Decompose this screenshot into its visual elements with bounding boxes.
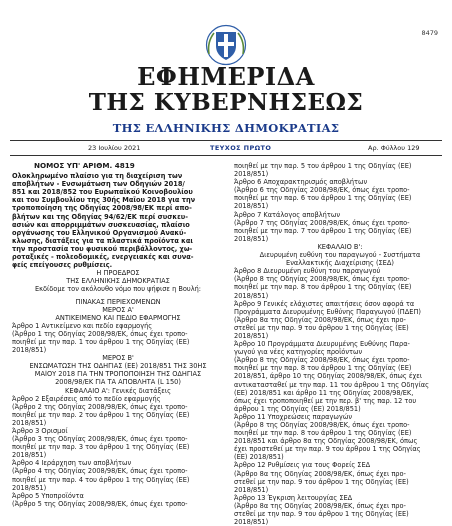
toc-entry: Άρθρο 4 Ιεράρχηση των αποβλήτων [12, 459, 132, 468]
toc-entry: Άρθρο 5 Υποπροϊόντα [12, 491, 84, 500]
toc-entry: ποιηθεί με την παρ. 8 του άρθρου 1 της Οδηγίας (ΕΕ) [234, 364, 412, 373]
toc-entry: (ΕΕ) 2018/851) [234, 453, 284, 462]
toc-entry: (Άρθρο 8α της Οδηγίας 2008/98/ΕΚ, όπως έχει προ- [234, 469, 406, 478]
toc-entry: Άρθρο 12 Ρυθμίσεις για τους Φορείς ΣΕΔ [234, 461, 371, 470]
gazette-subtitle: ΤΗΣ ΕΛΛΗΝΙΚΗΣ ΔΗΜΟΚΡΑΤΙΑΣ [112, 121, 340, 135]
issue-bar-top-rule [10, 140, 442, 141]
toc-entry: Άρθρο 2 Εξαιρέσεις από το πεδίο εφαρμογής [12, 394, 161, 403]
gazette-title-line2: ΤΗΣ ΚΥΒΕΡΝΗΣΕΩΣ [88, 89, 364, 116]
toc-entry: 2018/851) [234, 170, 269, 179]
law-title-line: ασιών και απορριμμάτων συσκευασίας, πλαίσιο [12, 220, 190, 229]
toc-entry: ποιηθεί με την παρ. 5 του άρθρου 1 της Οδηγίας (ΕΕ) [234, 162, 412, 170]
toc-entry: (Άρθρο 4 της Οδηγίας 2008/98/ΕΚ, όπως έχει τροπο- [12, 467, 188, 476]
toc-chapter: ΚΕΦΑΛΑΙΟ Α': Γενικές διατάξεις [65, 386, 171, 395]
president-heading-line2: ΤΗΣ ΕΛΛΗΝΙΚΗΣ ΔΗΜΟΚΡΑΤΙΑΣ [66, 277, 170, 286]
gazette-title: ΕΦΗΜΕΡΙΔΑ [137, 62, 315, 91]
toc-entry: 2018/851) [12, 346, 47, 355]
toc-entry: αντικατασταθεί με την παρ. 11 του άρθρου 1 της Οδηγίας [234, 380, 429, 389]
toc-entry: 2018/851) [234, 234, 269, 243]
toc-entry: 2018/851) [12, 483, 47, 492]
toc-entry: Άρθρο 10 Προγράμματα Διευρυμένης Ευθύνης Παρα- [234, 340, 410, 349]
toc-entry: (Άρθρο 8 της Οδηγίας 2008/98/ΕΚ, όπως έχει τροπο- [234, 275, 410, 284]
law-title-line: και του Συμβουλίου της 30ής Μαΐου 2018 για την [12, 196, 196, 205]
toc-entry: στεθεί με την παρ. 9 του άρθρου 1 της Οδηγίας (ΕΕ) [234, 323, 409, 332]
president-heading: Η ΠΡΟΕΔΡΟΣ [96, 269, 140, 278]
toc-entry: στεθεί με την παρ. 9 του άρθρου 1 της Οδηγίας (ΕΕ) [234, 477, 409, 486]
toc-entry: Άρθρο 6 Αποχαρακτηρισμός αποβλήτων [234, 178, 368, 187]
toc-entry: ποιηθεί με την παρ. 8 του άρθρου 1 της Οδηγίας (ΕΕ) [234, 283, 412, 292]
toc-part: ΜΕΡΟΣ Α' [102, 305, 134, 314]
toc-entry: 2018/851) [234, 202, 269, 211]
toc-entry: (Άρθρο 7 της Οδηγίας 2008/98/ΕΚ, όπως έχει τροπο- [234, 218, 410, 227]
toc-entry: στεθεί με την παρ. 9 του άρθρου 1 της Οδηγίας (ΕΕ) [234, 510, 409, 519]
page-number: 8479 [421, 29, 438, 37]
toc-heading: ΠΙΝΑΚΑΣ ΠΕΡΙΕΧΟΜΕΝΩΝ [75, 297, 161, 306]
toc-entry: άρθρου 1 της Οδηγίας (ΕΕ) 2018/851) [234, 404, 361, 413]
toc-part-title: ΑΝΤΙΚΕΙΜΕΝΟ ΚΑΙ ΠΕΔΙΟ ΕΦΑΡΜΟΓΗΣ [55, 313, 181, 322]
law-number: ΝΟΜΟΣ ΥΠ' ΑΡΙΘΜ. 4819 [34, 161, 135, 170]
toc-entry: 2018/851) [234, 485, 269, 494]
law-title-line: φείς επείγουσες ρυθμίσεις. [12, 261, 113, 270]
toc-entry: (Άρθρο 8α της Οδηγίας 2008/98/ΕΚ, όπως έχει προ- [234, 315, 406, 324]
toc-entry: Άρθρο 1 Αντικείμενο και πεδίο εφαρμογής [12, 321, 153, 330]
toc-entry: (Άρθρο 6 της Οδηγίας 2008/98/ΕΚ, όπως έχει τροπο- [234, 186, 410, 195]
law-title-line: κλωσης, διατάξεις για τα πλαστικά προϊόντα και [12, 236, 193, 245]
law-title-line: την προστασία του φυσικού περιβάλλοντος, χω- [12, 244, 193, 253]
law-title-line: 851 και 2018/852 του Ευρωπαϊκού Κοινοβουλίου [12, 188, 193, 197]
toc-entry: 2018/851) [234, 518, 269, 526]
left-column [12, 162, 224, 508]
promulgation-text: Εκδίδομε τον ακόλουθο νόμο που ψήφισε η Βουλή: [34, 285, 202, 294]
toc-entry: (Άρθρο 8 της Οδηγίας 2008/98/ΕΚ, όπως έχει τροπο- [234, 356, 410, 365]
toc-entry: Άρθρο 8 Διευρυμένη ευθύνη του παραγωγού [234, 267, 381, 276]
toc-entry: 2018/851) [234, 331, 269, 340]
toc-entry: (Άρθρο 2 της Οδηγίας 2008/98/ΕΚ, όπως έχει τροπο- [12, 402, 188, 411]
toc-entry: Διευρυμένη ευθύνη του παραγωγού - Συστήματα [259, 251, 421, 260]
issue-type: ΤΕΥΧΟΣ ΠΡΩΤΟ [210, 144, 272, 152]
issue-bar-bottom-rule [10, 155, 442, 156]
toc-entry: 2018/851) [234, 291, 269, 300]
toc-entry: (Άρθρο 5 της Οδηγίας 2008/98/ΕΚ, όπως έχει τροπο- [12, 499, 188, 508]
toc-entry: ποιηθεί με την παρ. 4 του άρθρου 1 της Οδηγίας (ΕΕ) [12, 475, 190, 484]
toc-entry: Εναλλακτικής Διαχείρισης (ΣΕΔ) [286, 259, 394, 268]
toc-entry: ποιηθεί με την παρ. 3 του άρθρου 1 της Οδηγίας (ΕΕ) [12, 443, 190, 452]
law-title [12, 172, 224, 269]
toc-entry: Προγράμματα Διευρυμένης Ευθύνης Παραγωγού (ΠΔΕΠ) [234, 307, 421, 316]
toc-entry: όπως έχει τροποποιηθεί με την περ. β' της παρ. 12 του [234, 396, 417, 405]
toc-entry: ποιηθεί με την παρ. 7 του άρθρου 1 της Οδηγίας (ΕΕ) [234, 226, 412, 235]
toc-part-title: ΕΝΣΩΜΑΤΩΣΗ ΤΗΣ ΟΔΗΓΙΑΣ (ΕΕ) 2018/851 ΤΗΣ 30ΗΣ [29, 362, 207, 371]
toc-entry: Άρθρο 3 Ορισμοί [12, 427, 68, 435]
law-title-line: ροταξικές - πολεοδομικές, ενεργειακές και συνα- [12, 253, 194, 262]
toc-entry: γωγού για νέες κατηγορίες προϊόντων [234, 348, 363, 357]
toc-entry: ποιηθεί με την παρ. 6 του άρθρου 1 της Οδηγίας (ΕΕ) [234, 194, 412, 203]
toc-entry: 2018/851) [12, 418, 47, 427]
toc-entry: έχει προστεθεί με την παρ. 9 του άρθρου 1 της Οδηγίας [234, 445, 421, 454]
law-title-line: βλήτων και της Οδηγίας 94/62/ΕΚ περί συσκευ- [12, 212, 188, 221]
toc-entry: (Άρθρο 3 της Οδηγίας 2008/98/ΕΚ, όπως έχει τροπο- [12, 435, 188, 444]
toc-part: ΜΕΡΟΣ Β' [102, 354, 134, 363]
coat-of-arms-seal-icon [205, 24, 247, 66]
toc-entry: ΚΕΦΑΛΑΙΟ Β': [317, 242, 363, 251]
issue-date: 23 Ιουλίου 2021 [88, 144, 141, 152]
sheet-number: Αρ. Φύλλου 129 [368, 144, 420, 152]
toc-entry: (Άρθρο 8 της Οδηγίας 2008/98/ΕΚ, όπως έχει τροπο- [234, 421, 410, 429]
toc-part-title: 2008/98/ΕΚ ΓΙΑ ΤΑ ΑΠΟΒΛΗΤΑ (L 150) [55, 378, 181, 387]
toc-entry: (Άρθρο 8α της Οδηγίας 2008/98/ΕΚ, όπως έχει προ- [234, 501, 406, 510]
toc-entry: Άρθρο 7 Κατάλογος αποβλήτων [234, 210, 341, 219]
toc-entry: ποιηθεί με την παρ. 2 του άρθρου 1 της Οδηγίας (ΕΕ) [12, 410, 190, 419]
toc-entry: ποιηθεί με την παρ. 1 του άρθρου 1 της Οδηγίας (ΕΕ) [12, 337, 190, 346]
law-title-line: οργάνωσης του Ελληνικού Οργανισμού Ανακύ- [12, 228, 187, 237]
toc-entry: Άρθρο 11 Υποχρεώσεις παραγωγών [234, 412, 353, 421]
law-title-line: Ολοκληρωμένο πλαίσιο για τη διαχείριση των [12, 172, 183, 181]
toc-entry: Άρθρο 13 Έγκριση λειτουργίας ΣΕΔ [234, 493, 353, 502]
toc-entry: ποιηθεί με την παρ. 8 του άρθρου 1 της Οδηγίας (ΕΕ) [234, 429, 412, 438]
toc-part-title: ΜΑΪΟΥ 2018 ΓΙΑ ΤΗΝ ΤΡΟΠΟΠΟΙΗΣΗ ΤΗΣ ΟΔΗΓΙΑΣ [34, 370, 202, 379]
right-column [234, 162, 446, 526]
law-title-line: τροποποίηση της Οδηγίας 2008/98/ΕΚ περί απο- [12, 204, 192, 213]
law-title-line: αποβλήτων - Ενσωμάτωση των Οδηγιών 2018/ [12, 180, 185, 189]
toc-entry: Άρθρο 9 Γενικές ελάχιστες απαιτήσεις όσον αφορά τα [234, 299, 415, 308]
toc-entry: (Άρθρο 1 της Οδηγίας 2008/98/ΕΚ, όπως έχει τροπο- [12, 329, 188, 338]
toc-entry: 2018/851, άρθρο 10 της Οδηγίας 2008/98/ΕΚ, όπως έχει [234, 372, 423, 381]
toc-entry: 2018/851 και άρθρο 8α της Οδηγίας 2008/98/ΕΚ, όπως [234, 437, 418, 446]
toc-entry: (ΕΕ) 2018/851 και άρθρο 11 της Οδηγίας 2008/98/ΕΚ, [234, 388, 414, 397]
toc-entry: 2018/851) [12, 451, 47, 460]
